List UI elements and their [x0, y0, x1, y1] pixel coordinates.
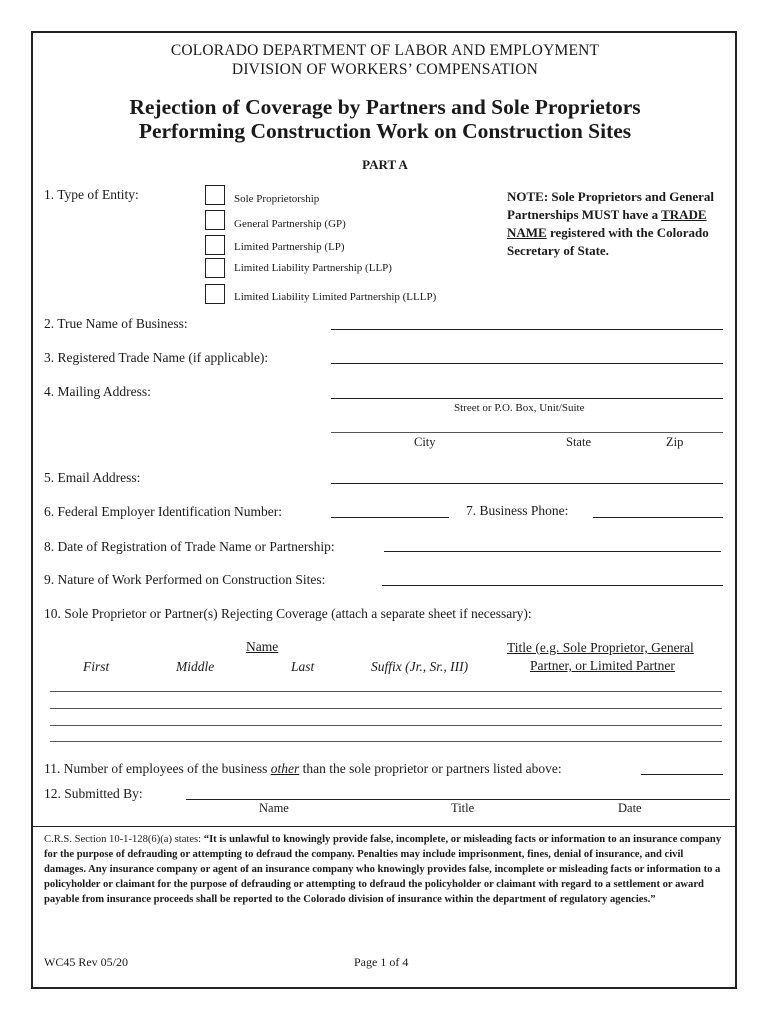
suffix-heading: Suffix (Jr., Sr., III) [371, 659, 469, 674]
form-title-line2: Performing Construction Work on Construction Sites [138, 119, 632, 143]
legal-citation: C.R.S. Section 10-1-128(6)(a) states: [44, 834, 204, 845]
submitted-by-line [186, 799, 730, 800]
city-caption: City [414, 435, 436, 449]
true-name-line [331, 329, 723, 330]
business-phone-label: 7. Business Phone: [466, 503, 569, 518]
registration-date-input[interactable] [386, 534, 719, 550]
form-number: WC45 Rev 05/20 [44, 955, 128, 969]
business-phone-line [593, 517, 723, 518]
trade-name-label: 3. Registered Trade Name (if applicable): [44, 350, 269, 365]
checkbox-lllp[interactable] [205, 284, 225, 304]
email-input[interactable] [333, 466, 721, 482]
submitted-name-caption: Name [259, 801, 289, 815]
nature-of-work-label: 9. Nature of Work Performed on Construction Sites: [44, 572, 326, 587]
page-number: Page 1 of 4 [354, 955, 409, 969]
trade-name-input[interactable] [333, 346, 721, 362]
legal-statement [44, 832, 728, 907]
street-line [331, 398, 723, 399]
table-row-input[interactable] [52, 675, 720, 691]
nature-of-work-line [382, 585, 723, 586]
mailing-address-label: 4. Mailing Address: [44, 384, 151, 399]
registration-date-label: 8. Date of Registration of Trade Name or Partnership: [44, 539, 335, 554]
division-name: DIVISION OF WORKERS’ COMPENSATION [231, 61, 539, 78]
title-heading-line2: Partner, or Limited Partner [530, 658, 675, 673]
entity-type-label: 1. Type of Entity: [44, 187, 139, 202]
fein-input[interactable] [333, 500, 447, 516]
employees-input[interactable] [643, 757, 721, 773]
option-limited-partnership: Limited Partnership (LP) [234, 241, 345, 253]
true-name-input[interactable] [333, 312, 721, 328]
city-state-zip-input[interactable] [333, 415, 721, 431]
legal-divider [31, 826, 737, 827]
registration-date-line [384, 551, 721, 552]
note-name: NAME [507, 225, 547, 240]
nature-of-work-input[interactable] [384, 568, 721, 584]
table-row-input[interactable] [52, 692, 720, 708]
middle-name-heading: Middle [176, 659, 215, 674]
legal-text: “It is unlawful to knowingly provide false, incomplete, or misleading facts or information to an insurance company for the purpose of defrauding or attempting to defraud the company. Penalties may include imprisonment, fines, denial of insurance, and civil damages. Any insurance company or agent of an insurance company who knowingly provides false, incomplete or misleading facts or information to a policyholder or claimant for the purpose of defrauding or attempting to defraud the policyholder or claimant with regard to a settlement or award payable from insurance proceeds shall be reported to the Colorado division of insurance within the department of regulatory agencies.” [44, 834, 722, 905]
submitted-date-caption: Date [618, 801, 642, 815]
form-title-line1: Rejection of Coverage by Partners and Sole Proprietors [129, 95, 641, 119]
department-name: COLORADO DEPARTMENT OF LABOR AND EMPLOYMENT [170, 42, 600, 59]
employees-label-suffix: than the sole proprietor or partners listed above: [299, 761, 562, 776]
name-column-heading: Name [246, 639, 279, 654]
street-caption: Street or P.O. Box, Unit/Suite [454, 402, 585, 414]
submitted-by-input[interactable] [188, 782, 728, 798]
checkbox-general-partnership[interactable] [205, 210, 225, 230]
true-name-label: 2. True Name of Business: [44, 316, 188, 331]
option-llp: Limited Liability Partnership (LLP) [234, 262, 392, 274]
city-state-zip-line [331, 432, 723, 433]
checkbox-limited-partnership[interactable] [205, 235, 225, 255]
note-trade: TRADE [661, 207, 707, 222]
employees-label [44, 761, 562, 777]
trade-name-line [331, 363, 723, 364]
note-suffix: registered with the Colorado Secretary of State. [507, 225, 709, 258]
checkbox-sole-proprietorship[interactable] [205, 185, 225, 205]
fein-line [331, 517, 449, 518]
option-general-partnership: General Partnership (GP) [234, 218, 346, 230]
part-a-heading: PART A [362, 157, 408, 172]
employees-line [641, 774, 723, 775]
first-name-heading: First [83, 659, 110, 674]
option-lllp: Limited Liability Limited Partnership (LLLP) [234, 291, 437, 303]
employees-label-prefix: 11. Number of employees of the business [44, 761, 271, 776]
last-name-heading: Last [291, 659, 315, 674]
note-text: NOTE: Sole Proprietors and General Partnerships MUST have a [507, 189, 715, 222]
fein-label: 6. Federal Employer Identification Number: [44, 504, 283, 519]
rejecting-coverage-label: 10. Sole Proprietor or Partner(s) Rejecting Coverage (attach a separate sheet if necessary): [44, 606, 532, 621]
title-heading-line1: Title (e.g. Sole Proprietor, General [507, 640, 694, 655]
checkbox-llp[interactable] [205, 258, 225, 278]
table-row-input[interactable] [52, 726, 720, 742]
submitted-title-caption: Title [451, 801, 475, 815]
email-label: 5. Email Address: [44, 470, 141, 485]
email-line [331, 483, 723, 484]
trade-name-note [507, 188, 732, 260]
business-phone-input[interactable] [595, 500, 721, 516]
table-row-input[interactable] [52, 709, 720, 725]
employees-label-other: other [270, 761, 300, 776]
submitted-by-label: 12. Submitted By: [44, 786, 143, 801]
option-sole-proprietorship: Sole Proprietorship [234, 193, 320, 205]
zip-caption: Zip [666, 435, 684, 449]
state-caption: State [566, 435, 591, 449]
street-input[interactable] [333, 381, 721, 397]
